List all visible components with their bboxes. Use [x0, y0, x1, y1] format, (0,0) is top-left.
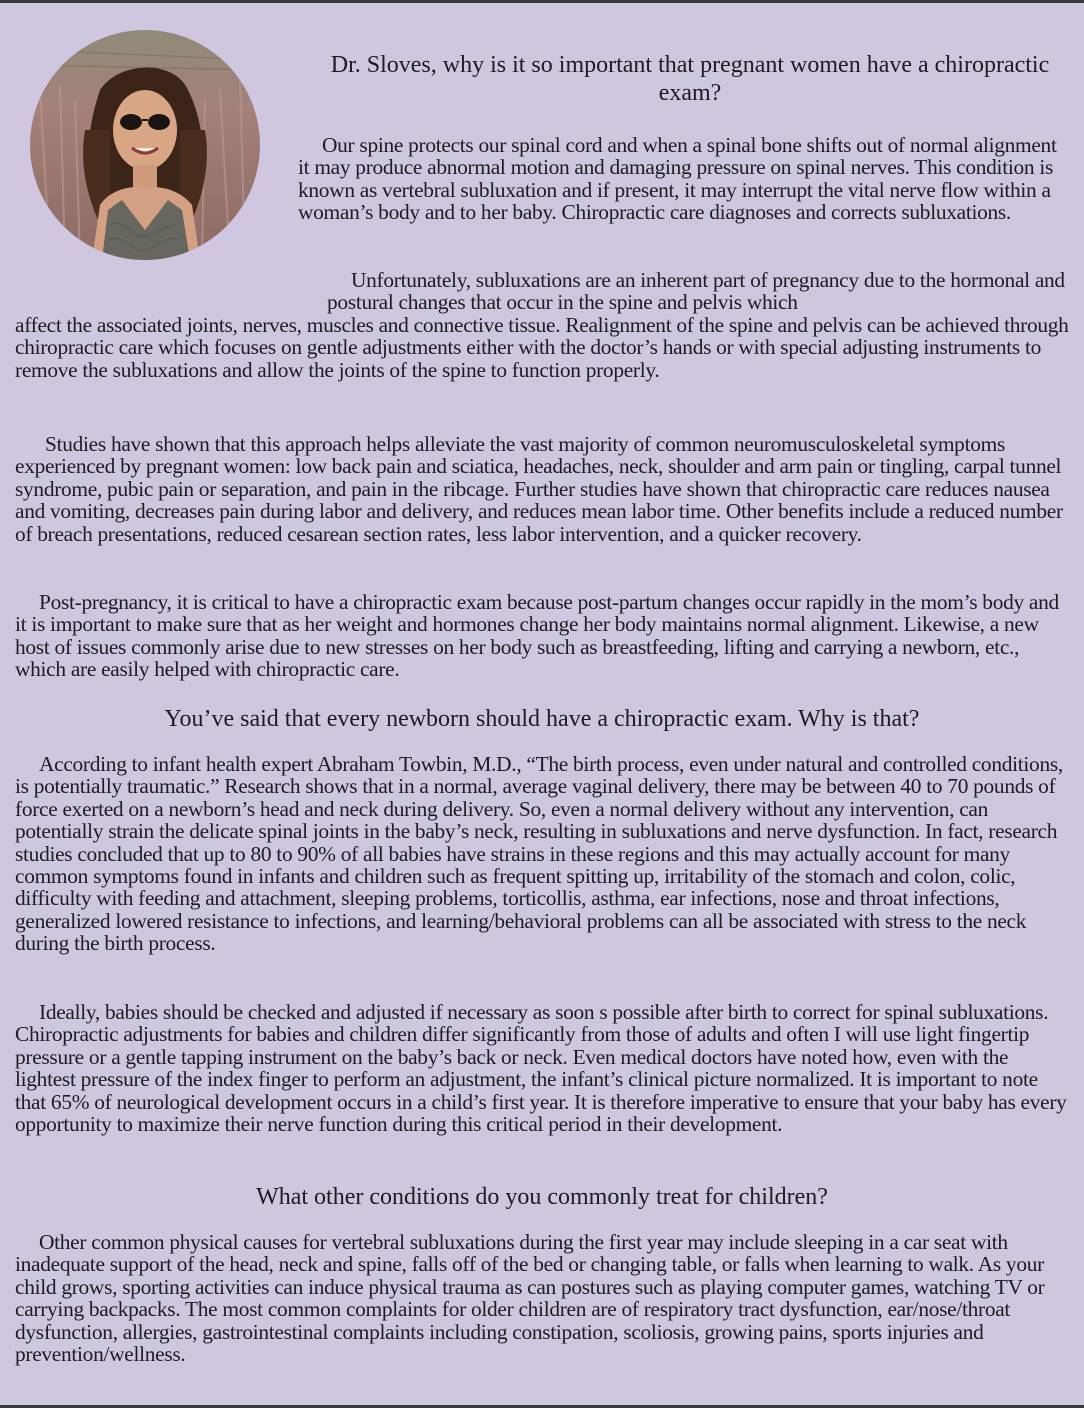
- paragraph-spine-protects: Our spine protects our spinal cord and when a spinal bone shifts out of normal alignment it may produce abnormal motion and damaging pressure on spinal nerves. This condition is known as vertebral subluxation and if present, it may interrupt the vital nerve flow within a woman’s body and to her baby. Chiropractic care diagnoses and corrects subluxations.: [298, 133, 1057, 225]
- question-heading-newborn: You’ve said that every newborn should have a chiropractic exam. Why is that?: [164, 706, 920, 732]
- paragraph-lead-text: Unfortunately, subluxations are an inherent part of pregnancy due to the hormonal and postural changes that occur in the spine and pelvis which: [327, 268, 1065, 315]
- paragraph-subluxations-pregnancy: [15, 269, 1073, 381]
- portrait-photo: [30, 30, 260, 260]
- question-heading-pregnancy: Dr. Sloves, why is it so important that pregnant women have a chiropractic exam?: [330, 52, 1050, 106]
- paragraph-lead-line: [15, 269, 1073, 314]
- paragraph-continuation: affect the associated joints, nerves, muscles and connective tissue. Realignment of the spine and pelvis can be achieved through chiropractic care which focuses on gentle adjustments either with the doctor’s hands or with special adjusting instruments to remove the subluxations and allow the joints of the spine to function properly.: [15, 312, 1069, 382]
- paragraph-post-pregnancy: Post-pregnancy, it is critical to have a chiropractic exam because post-partum changes occur rapidly in the mom’s body and it is important to make sure that as her weight and hormones change her body maintains normal alignment. Likewise, a new host of issues commonly arise due to new stresses on her body such as breastfeeding, lifting and carrying a newborn, etc., which are easily helped with chiropractic care.: [15, 590, 1059, 682]
- question-heading-children: What other conditions do you commonly treat for children?: [256, 1184, 828, 1210]
- paragraph-birth-process: According to infant health expert Abraham Towbin, M.D., “The birth process, even under natural and controlled conditions, is potentially traumatic.” Research shows that in a normal, average vaginal delivery, there may be between 40 to 70 pounds of force exerted on a newborn’s head and neck during delivery. So, even a normal delivery without any intervention, can potentially strain the delicate spinal joints in the baby’s neck, resulting in subluxations and nerve dysfunction. In fact, research studies concluded that up to 80 to 90% of all babies have strains in these regions and this may actually account for many common symptoms found in infants and children such as frequent spitting up, irritability of the stomach and colon, colic, difficulty with feeding and attachment, sleeping problems, torticollis, asthma, ear infections, nose and throat infections, generalized lowered resistance to infections, and learning/behavioral problems can all be associated with stress to the neck during the birth process.: [15, 752, 1063, 956]
- paragraph-studies: Studies have shown that this approach helps alleviate the vast majority of common neuromusculoskeletal symptoms experienced by pregnant women: low back pain and sciatica, headaches, neck, shoulder and arm pain or tingling, carpal tunnel syndrome, pubic pain or separation, and pain in the ribcage. Further studies have shown that chiropractic care reduces nausea and vomiting, decreases pain during labor and delivery, and reduces mean labor time. Other benefits include a reduced number of breach presentations, reduced cesarean section rates, less labor intervention, and a quicker recovery.: [15, 432, 1063, 546]
- paragraph-adjusting-babies: Ideally, babies should be checked and adjusted if necessary as soon s possible after birth to correct for spinal subluxations. Chiropractic adjustments for babies and children differ significantly from those of adults and often I will use light fingertip pressure or a gentle tapping instrument on the baby’s back or neck. Even medical doctors have noted how, even with the lightest pressure of the index finger to perform an adjustment, the infant’s clinical picture normalized. It is important to note that 65% of neurological development occurs in a child’s first year. It is therefore imperative to ensure that your baby has every opportunity to maximize their nerve function during this critical period in their development.: [15, 1000, 1067, 1137]
- paragraph-other-causes: Other common physical causes for vertebral subluxations during the first year may include sleeping in a car seat with inadequate support of the head, neck and spine, falls off of the bed or changing table, or falls when learning to walk. As your child grows, sporting activities can induce physical trauma as can postures such as playing computer games, watching TV or carrying backpacks. The most common complaints for older children are of respiratory tract dysfunction, ear/nose/throat dysfunction, allergies, gastrointestinal complaints including constipation, scoliosis, growing pains, sports injuries and prevention/wellness.: [15, 1230, 1045, 1367]
- portrait-image: [30, 30, 260, 260]
